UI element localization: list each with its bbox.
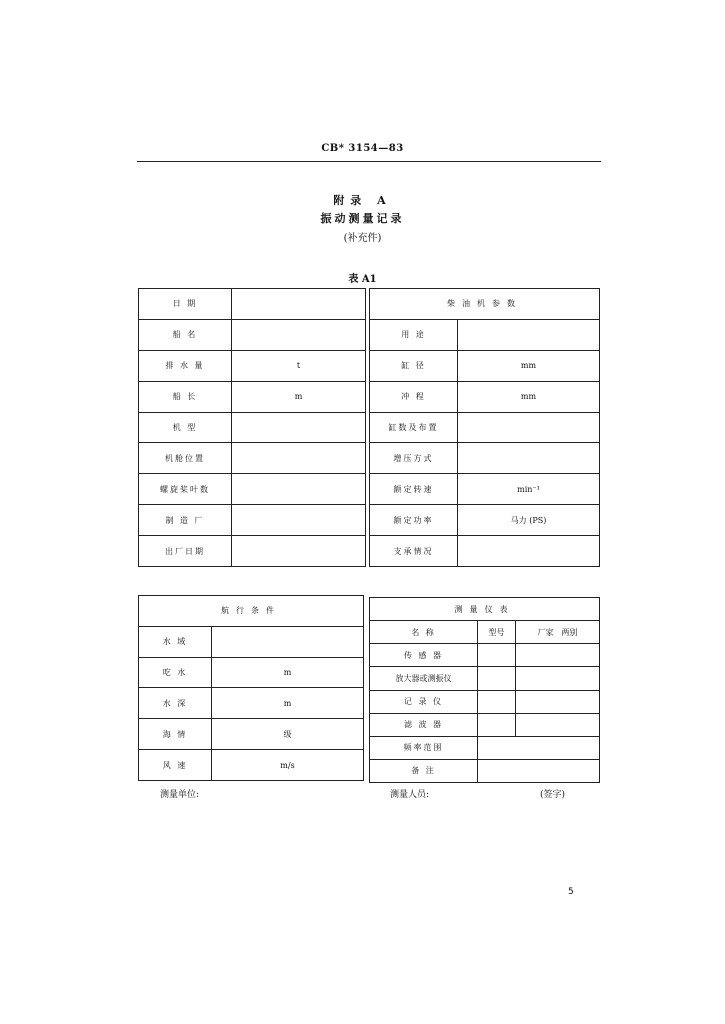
row-value [458,412,600,443]
remark-value [478,759,600,782]
row-label: 缸数及布置 [370,412,458,443]
table-row [370,736,600,759]
table-row [370,350,600,381]
row-label: 日 期 [139,289,232,320]
instruments-table [369,597,600,783]
table-row [139,688,364,719]
record-title: 振动测量记录 [320,212,405,225]
row-label: 传 感 器 [370,644,478,667]
row-value [232,412,366,443]
signature-label: (签字) [540,790,566,800]
voyage-conditions-table [138,595,364,781]
row-value: m/s [212,750,364,781]
row-label: 制 造 厂 [139,505,232,536]
table-row [370,443,600,474]
row-label: 增压方式 [370,443,458,474]
row-label: 排 水 量 [139,350,232,381]
table-row [139,289,366,320]
diesel-header: 柴油机参数 [370,289,600,320]
row-value: mm [458,381,600,412]
row-label: 水 域 [139,626,212,657]
row-label: 船 名 [139,319,232,350]
table-row [370,667,600,690]
row-cell [516,690,600,713]
table-row [139,536,366,567]
row-label: 冲 程 [370,381,458,412]
appendix-title: 附录 A [333,194,392,207]
row-value: mm [458,350,600,381]
table-row [139,350,366,381]
table-row [139,381,366,412]
table-row [139,505,366,536]
table-row [370,505,600,536]
table-row [370,713,600,736]
row-value: m [232,381,366,412]
table-number: 表 A1 [348,274,377,285]
table-row [139,657,364,688]
row-label: 支承情况 [370,536,458,567]
diesel-params-table [369,288,600,567]
row-value: 级 [212,719,364,750]
row-label: 海 情 [139,719,212,750]
row-value: min⁻¹ [458,474,600,505]
remark-label: 备 注 [370,759,478,782]
table-row [139,474,366,505]
row-cell [516,667,600,690]
col-maker-header [516,621,600,644]
table-row [370,474,600,505]
col-name-header: 名 称 [370,621,478,644]
table-row [370,621,600,644]
standard-code: CB* 3154—83 [321,143,404,154]
table-row [370,412,600,443]
row-value [458,319,600,350]
table-row [370,319,600,350]
row-value [232,289,366,320]
row-label: 缸 径 [370,350,458,381]
table-row [139,719,364,750]
row-cell [516,644,600,667]
row-label: 记 录 仪 [370,690,478,713]
row-value: m [212,688,364,719]
col-category-label: 两别 [561,627,578,637]
col-model-header: 型号 [478,621,516,644]
row-value [232,505,366,536]
row-value [232,536,366,567]
row-label: 吃 水 [139,657,212,688]
table-row [370,289,600,320]
row-cell [516,713,600,736]
row-value: t [232,350,366,381]
instruments-header: 测量仪表 [370,598,600,621]
header-rule [137,161,601,162]
row-label: 额定转速 [370,474,458,505]
table-row [139,319,366,350]
row-value: 马力 (PS) [458,505,600,536]
table-row [370,536,600,567]
supplement-note: (补充件) [343,233,382,244]
voyage-header: 航行条件 [139,596,364,627]
row-label: 出厂日期 [139,536,232,567]
table-row [370,759,600,782]
row-label: 水 深 [139,688,212,719]
row-cell [478,713,516,736]
table-row [370,644,600,667]
measuring-unit-label: 测量单位: [160,790,200,800]
row-value [212,626,364,657]
personnel-label: 测量人员: [390,790,430,800]
row-value [232,474,366,505]
freq-range-value [478,736,600,759]
row-label: 额定功率 [370,505,458,536]
ship-info-table [138,288,366,567]
row-cell [478,667,516,690]
table-row [139,596,364,627]
row-value [458,536,600,567]
row-cell [478,690,516,713]
row-value [232,319,366,350]
row-label: 用 途 [370,319,458,350]
table-row [370,690,600,713]
page-number: 5 [568,887,574,897]
table-row [139,626,364,657]
table-row [139,412,366,443]
row-label: 滤 波 器 [370,713,478,736]
freq-range-label: 频率范围 [370,736,478,759]
table-row [370,381,600,412]
row-value [232,443,366,474]
row-value [458,443,600,474]
table-row [139,750,364,781]
table-row [370,598,600,621]
row-label: 放大器或测振仪 [370,667,478,690]
col-maker-label: 厂家 [537,627,554,637]
row-label: 螺旋桨叶数 [139,474,232,505]
row-value: m [212,657,364,688]
row-label: 风 速 [139,750,212,781]
row-cell [478,644,516,667]
row-label: 船 长 [139,381,232,412]
row-label: 机 型 [139,412,232,443]
row-label: 机舱位置 [139,443,232,474]
table-row [139,443,366,474]
